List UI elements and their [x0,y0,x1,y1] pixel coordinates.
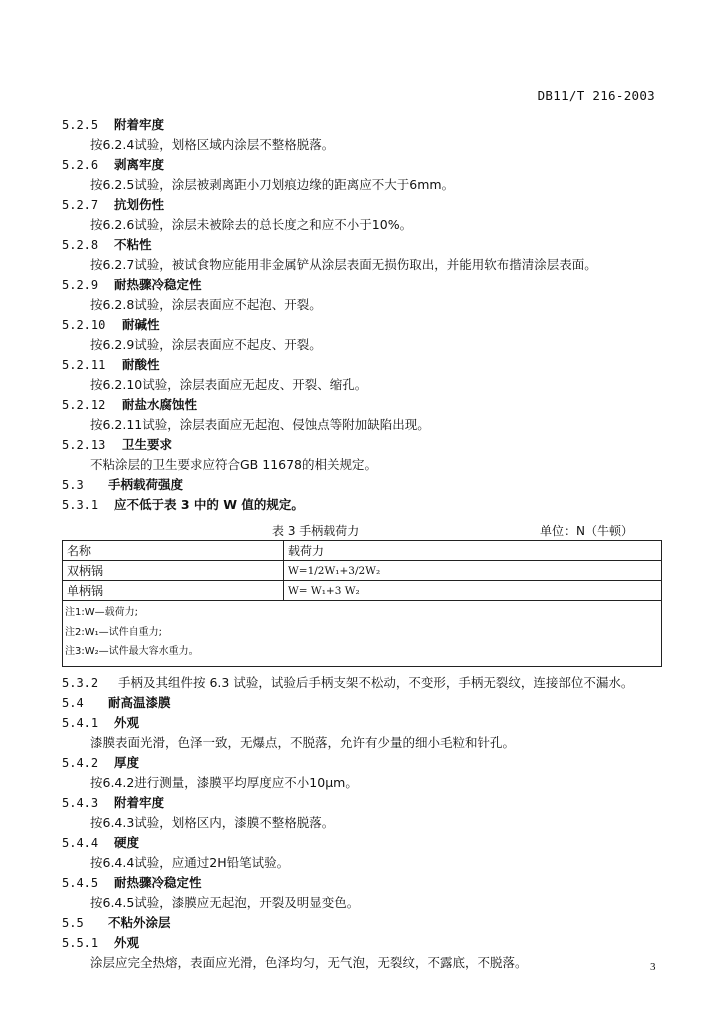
section-number: 5.5.1 [62,935,99,950]
section-body: 不粘涂层的卫生要求应符合GB 11678的相关规定。 [90,457,378,472]
section-heading [62,713,662,732]
section-heading [62,753,662,772]
section-heading-5-3-1 [62,495,662,514]
section-body: 按6.2.10试验，涂层表面应无起皮、开裂、缩孔。 [90,377,368,392]
section-heading [62,833,662,852]
section-5-3-2 [62,673,662,692]
table-unit: 单位：N（牛顿） [540,524,633,538]
section-heading [62,235,662,254]
table-cell-formula: W=1/2W₁+3/2W₂ [284,561,662,581]
section-body: 按6.4.5试验，漆膜应无起泡，开裂及明显变色。 [90,894,360,910]
section-body: 按6.2.7试验，被试食物应能用非金属铲从涂层表面无损伤取出，并能用软布揩清涂层表面。 [90,257,597,272]
section-heading [62,395,662,414]
load-table [62,540,662,667]
section-heading-5-5 [62,913,662,932]
section-number: 5.3 [62,478,84,492]
section-body: 按6.2.6试验，涂层未被除去的总长度之和应不小于10%。 [90,217,413,232]
document-code-header: DB11/T 216-2003 [537,88,655,103]
section-title: 耐高温漆膜 [108,694,171,710]
section-number: 5.2.5 [62,118,99,132]
section-heading-5-4 [62,693,662,712]
section-body: 按6.2.5试验，涂层被剥离距小刀划痕边缘的距离应不大于6mm。 [90,177,455,192]
table-header-cell: 名称 [63,541,284,561]
table-caption-row [62,520,662,540]
section-heading [62,435,662,454]
section-title: 附着牢度 [114,117,165,132]
table-note: 注1:W—载荷力; [65,607,138,618]
section-body: 按6.4.4试验，应通过2H铅笔试验。 [90,854,290,870]
table-caption: 表 3 手柄载荷力 [272,524,360,538]
section-number: 5.4 [62,695,84,710]
table-note: 注2:W₁—试件自重力; [65,626,162,638]
section-body: 按6.2.8试验，涂层表面应不起泡、开裂。 [90,297,322,312]
section-heading [62,315,662,334]
sections-5-2 [62,115,662,474]
section-number: 5.2.7 [62,198,99,212]
section-title: 厚度 [114,754,140,770]
section-title: 附着牢度 [114,794,165,810]
table-row [63,561,662,581]
section-number: 5.4.1 [62,715,99,730]
section-title: 不粘性 [114,237,152,252]
section-title: 应不低于表 3 中的 W 值的规定。 [114,497,304,512]
section-number: 5.2.13 [62,438,106,452]
table-cell-formula: W= W₁+3 W₂ [284,581,662,601]
section-title: 耐碱性 [122,317,160,332]
section-heading-5-5-1 [62,933,662,952]
section-body: 涂层应完全热熔，表面应光滑，色泽均匀，无气泡，无裂纹，不露底，不脱落。 [90,954,528,970]
section-number: 5.3.1 [62,498,99,512]
section-number: 5.2.9 [62,278,99,292]
section-title: 硬度 [114,834,140,850]
section-title: 抗划伤性 [114,197,165,212]
table-header-row [63,541,662,561]
section-title: 外观 [114,934,140,950]
section-title: 不粘外涂层 [108,914,171,930]
section-title: 耐酸性 [122,357,160,372]
section-number: 5.4.3 [62,795,99,810]
table-row [63,581,662,601]
section-title: 手柄载荷强度 [108,477,184,492]
table-cell-name: 双柄锅 [63,561,284,581]
table-notes [63,601,662,667]
section-heading [62,155,662,174]
sections-5-4 [62,713,662,912]
section-body: 按6.2.11试验，涂层表面应无起泡、侵蚀点等附加缺陷出现。 [90,417,430,432]
page-number: 3 [650,961,656,973]
section-number: 5.5 [62,915,84,930]
section-number: 5.2.10 [62,318,106,332]
section-number: 5.2.12 [62,398,106,412]
section-title: 耐热骤冷稳定性 [114,277,202,292]
section-title: 卫生要求 [122,437,173,452]
section-number: 5.4.2 [62,755,99,770]
section-body: 漆膜表面光滑，色泽一致，无爆点，不脱落，允许有少量的细小毛粒和针孔。 [90,734,516,750]
section-number: 5.4.5 [62,875,99,890]
section-number: 5.3.2 [62,675,99,690]
section-heading [62,873,662,892]
section-number: 5.2.11 [62,358,106,372]
section-body: 按6.2.9试验，涂层表面应不起皮、开裂。 [90,337,322,352]
section-title: 外观 [114,714,140,730]
section-heading-5-3 [62,475,662,494]
section-number: 5.4.4 [62,835,99,850]
section-heading [62,275,662,294]
section-number: 5.2.6 [62,158,99,172]
section-number: 5.2.8 [62,238,99,252]
section-heading [62,355,662,374]
section-title: 耐盐水腐蚀性 [122,397,198,412]
table-notes-row [63,601,662,667]
section-body: 按6.4.2进行测量，漆膜平均厚度应不小10μm。 [90,774,358,790]
section-title: 剥离牢度 [114,157,165,172]
section-heading [62,793,662,812]
section-body: 按6.4.3试验，划格区内，漆膜不整格脱落。 [90,814,335,830]
table-note: 注3:W₂—试件最大容水重力。 [65,646,199,657]
table-cell-name: 单柄锅 [63,581,284,601]
section-title: 耐热骤冷稳定性 [114,874,202,890]
page-content [62,114,662,972]
section-body: 按6.2.4试验，划格区域内涂层不整格脱落。 [90,137,335,152]
section-heading [62,115,662,134]
table-header-cell: 载荷力 [284,541,662,561]
section-heading [62,195,662,214]
section-body: 手柄及其组件按 6.3 试验，试验后手柄支架不松动，不变形，手柄无裂纹，连接部位不漏水。 [118,674,634,690]
